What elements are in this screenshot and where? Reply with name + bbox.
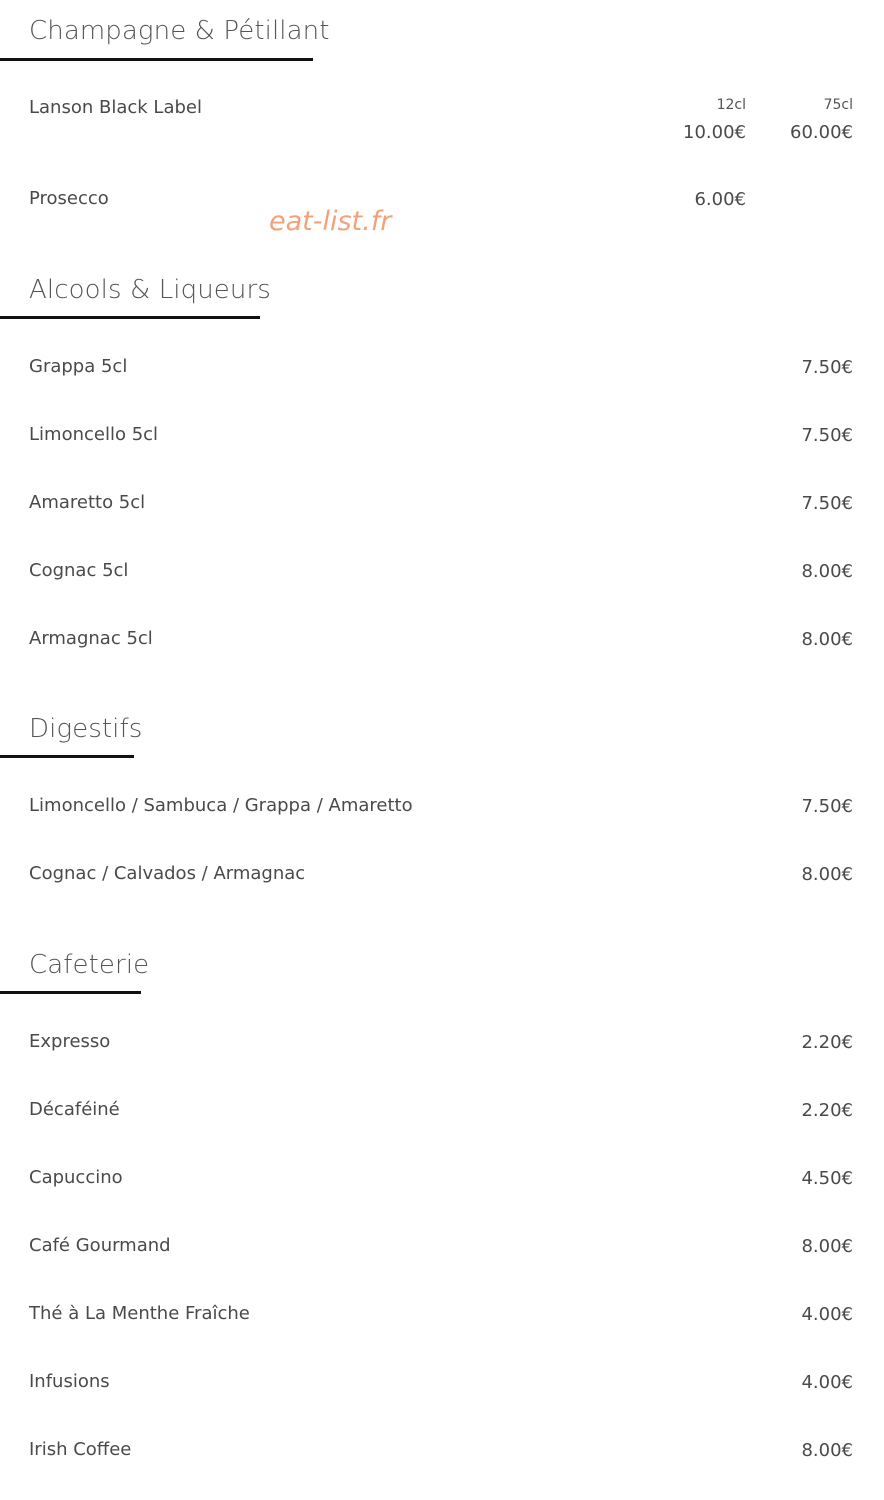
item-name: Prosecco bbox=[29, 188, 109, 209]
item-price: 2.20€ bbox=[801, 1100, 853, 1121]
item-name: Cognac / Calvados / Armagnac bbox=[29, 863, 306, 884]
item-name: Thé à La Menthe Fraîche bbox=[29, 1303, 250, 1324]
item-name: Limoncello / Sambuca / Grappa / Amaretto bbox=[29, 795, 413, 816]
item-name: Infusions bbox=[29, 1371, 110, 1392]
item-name: Armagnac 5cl bbox=[29, 628, 153, 649]
item-price: 8.00€ bbox=[801, 1236, 853, 1257]
item-price: 8.00€ bbox=[801, 629, 853, 650]
item-price: 60.00€ bbox=[790, 122, 853, 143]
item-name: Décaféiné bbox=[29, 1099, 120, 1120]
section-title: Digestifs bbox=[29, 714, 143, 744]
section-underline bbox=[0, 316, 260, 319]
item-price: 6.00€ bbox=[694, 189, 746, 210]
item-price: 7.50€ bbox=[801, 425, 853, 446]
item-name: Cognac 5cl bbox=[29, 560, 129, 581]
section-title: Cafeterie bbox=[29, 950, 150, 980]
item-name: Capuccino bbox=[29, 1167, 123, 1188]
item-name: Grappa 5cl bbox=[29, 356, 128, 377]
section-underline bbox=[0, 755, 134, 758]
item-name: Café Gourmand bbox=[29, 1235, 171, 1256]
item-name: Expresso bbox=[29, 1031, 111, 1052]
item-price: 7.50€ bbox=[801, 357, 853, 378]
item-price: 4.00€ bbox=[801, 1304, 853, 1325]
section-title: Alcools & Liqueurs bbox=[29, 275, 271, 305]
watermark: eat-list.fr bbox=[269, 206, 392, 237]
item-price: 4.00€ bbox=[801, 1372, 853, 1393]
section-underline bbox=[0, 58, 313, 61]
item-price: 2.20€ bbox=[801, 1032, 853, 1053]
item-price: 7.50€ bbox=[801, 493, 853, 514]
item-price: 8.00€ bbox=[801, 1440, 853, 1461]
item-price: 8.00€ bbox=[801, 561, 853, 582]
item-price: 10.00€ bbox=[683, 122, 746, 143]
section-underline bbox=[0, 991, 141, 994]
section-title: Champagne & Pétillant bbox=[29, 16, 330, 46]
item-name: Limoncello 5cl bbox=[29, 424, 159, 445]
item-price: 8.00€ bbox=[801, 864, 853, 885]
size-label: 12cl bbox=[716, 97, 746, 113]
item-name: Amaretto 5cl bbox=[29, 492, 146, 513]
item-price: 4.50€ bbox=[801, 1168, 853, 1189]
size-label: 75cl bbox=[823, 97, 853, 113]
item-name: Irish Coffee bbox=[29, 1439, 132, 1460]
item-price: 7.50€ bbox=[801, 796, 853, 817]
item-name: Lanson Black Label bbox=[29, 97, 202, 118]
